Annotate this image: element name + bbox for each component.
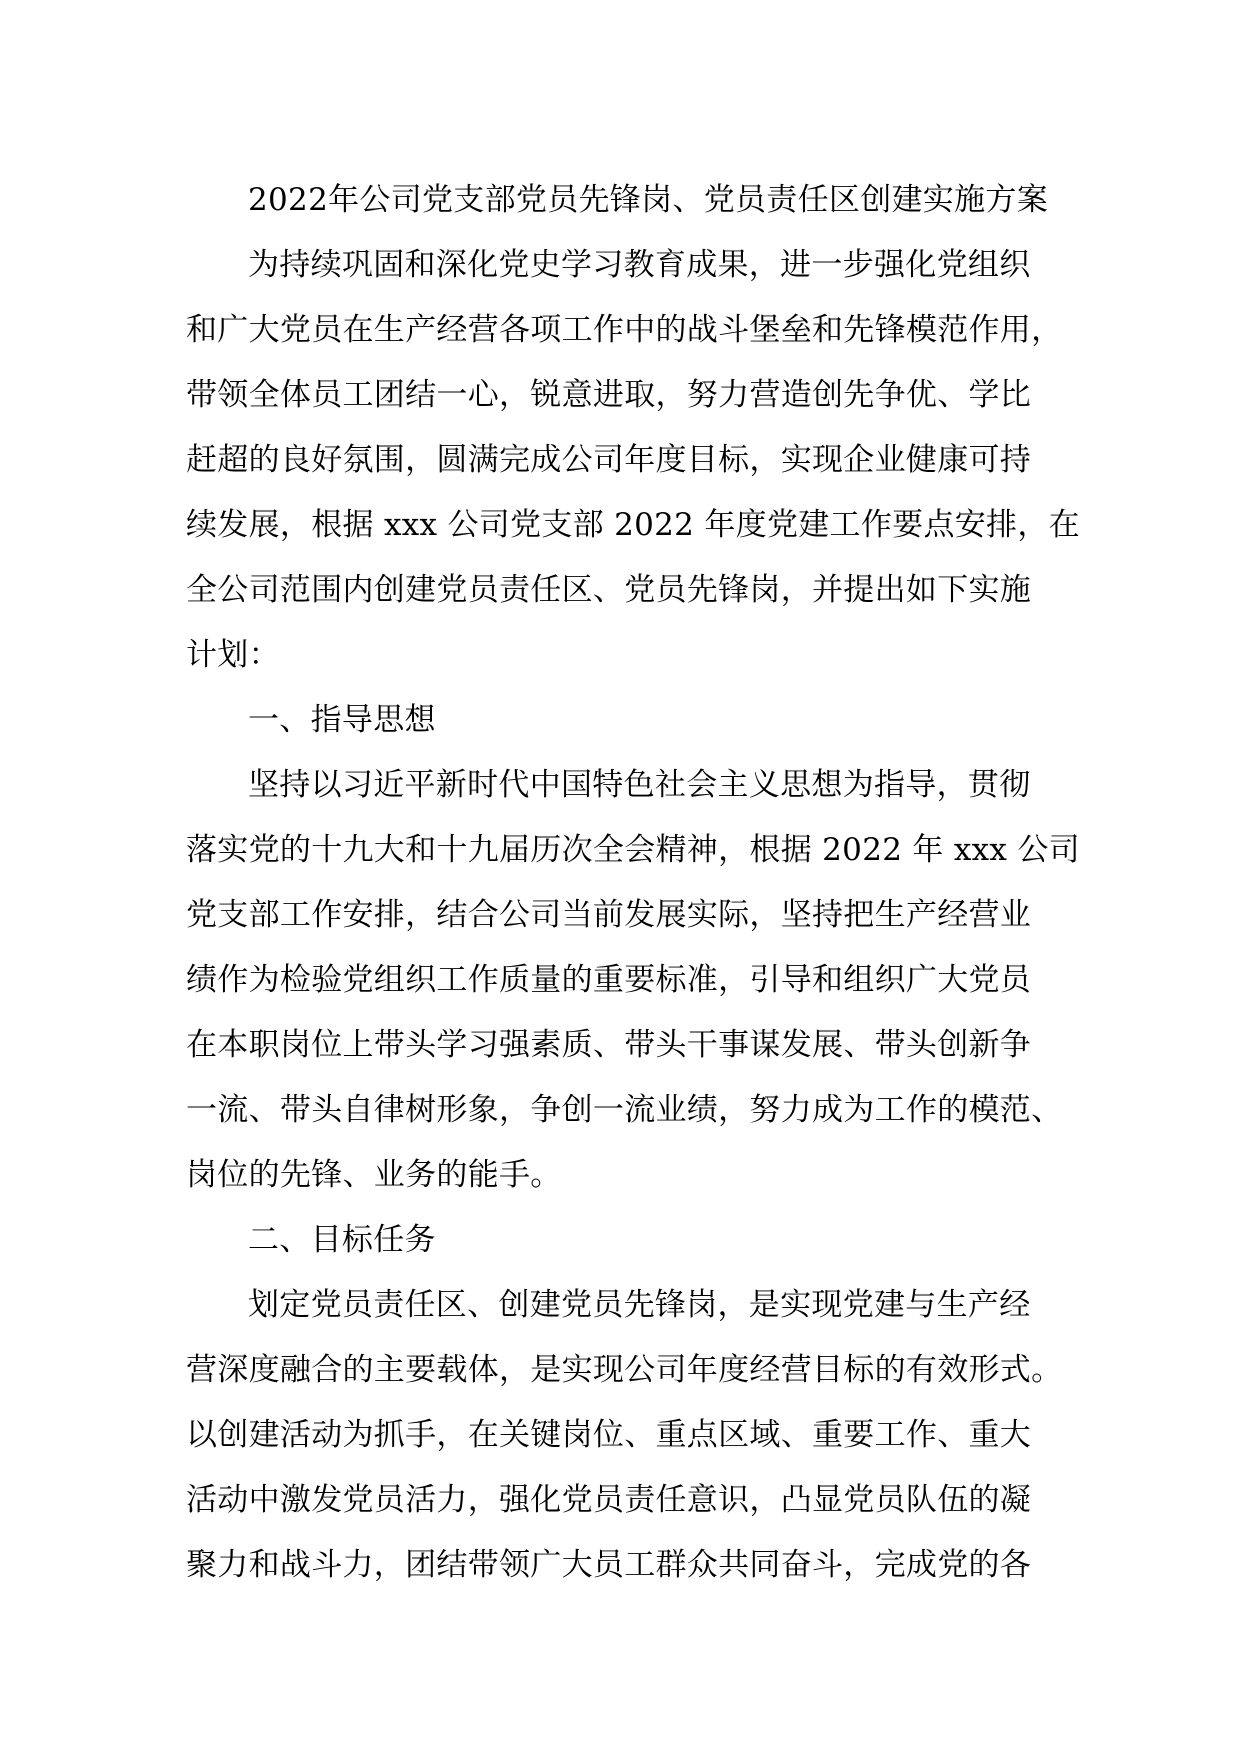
paragraph-line: 带领全体员工团结一心，锐意进取，努力营造创先争优、学比 (186, 377, 1032, 413)
paragraph-line: 计划： (186, 637, 280, 673)
section-heading: 一、指导思想 (248, 702, 436, 738)
section-heading: 二、目标任务 (248, 1222, 436, 1258)
paragraph-line: 一流、带头自律树形象，争创一流业绩，努力成为工作的模范、 (186, 1092, 1063, 1128)
paragraph-line: 以创建活动为抓手，在关键岗位、重点区域、重要工作、重大 (186, 1417, 1032, 1453)
paragraph-line: 在本职岗位上带头学习强素质、带头干事谋发展、带头创新争 (186, 1027, 1032, 1063)
paragraph-line: 坚持以习近平新时代中国特色社会主义思想为指导，贯彻 (248, 767, 1031, 803)
paragraph-line: 续发展，根据 xxx 公司党支部 2022 年度党建工作要点安排，在 (186, 507, 1080, 543)
paragraph-line: 岗位的先锋、业务的能手。 (186, 1157, 562, 1193)
paragraph-line: 赶超的良好氛围，圆满完成公司年度目标，实现企业健康可持 (186, 442, 1032, 478)
document-body (186, 168, 1078, 1598)
paragraph-line: 划定党员责任区、创建党员先锋岗，是实现党建与生产经 (248, 1287, 1031, 1323)
paragraph-line: 聚力和战斗力，团结带领广大员工群众共同奋斗，完成党的各 (186, 1547, 1032, 1583)
paragraph-line: 落实党的十九大和十九届历次全会精神，根据 2022 年 xxx 公司 (186, 832, 1080, 868)
document-title: 2022年公司党支部党员先锋岗、党员责任区创建实施方案 (248, 182, 1048, 218)
paragraph-line: 党支部工作安排，结合公司当前发展实际，坚持把生产经营业 (186, 897, 1032, 933)
paragraph-line: 营深度融合的主要载体，是实现公司年度经营目标的有效形式。 (186, 1352, 1063, 1388)
paragraph-line: 为持续巩固和深化党史学习教育成果，进一步强化党组织 (248, 247, 1031, 283)
paragraph-line: 活动中激发党员活力，强化党员责任意识，凸显党员队伍的凝 (186, 1482, 1032, 1518)
paragraph-line: 和广大党员在生产经营各项工作中的战斗堡垒和先锋模范作用， (186, 312, 1063, 348)
paragraph-line: 全公司范围内创建党员责任区、党员先锋岗，并提出如下实施 (186, 572, 1032, 608)
paragraph-line: 绩作为检验党组织工作质量的重要标准，引导和组织广大党员 (186, 962, 1032, 998)
